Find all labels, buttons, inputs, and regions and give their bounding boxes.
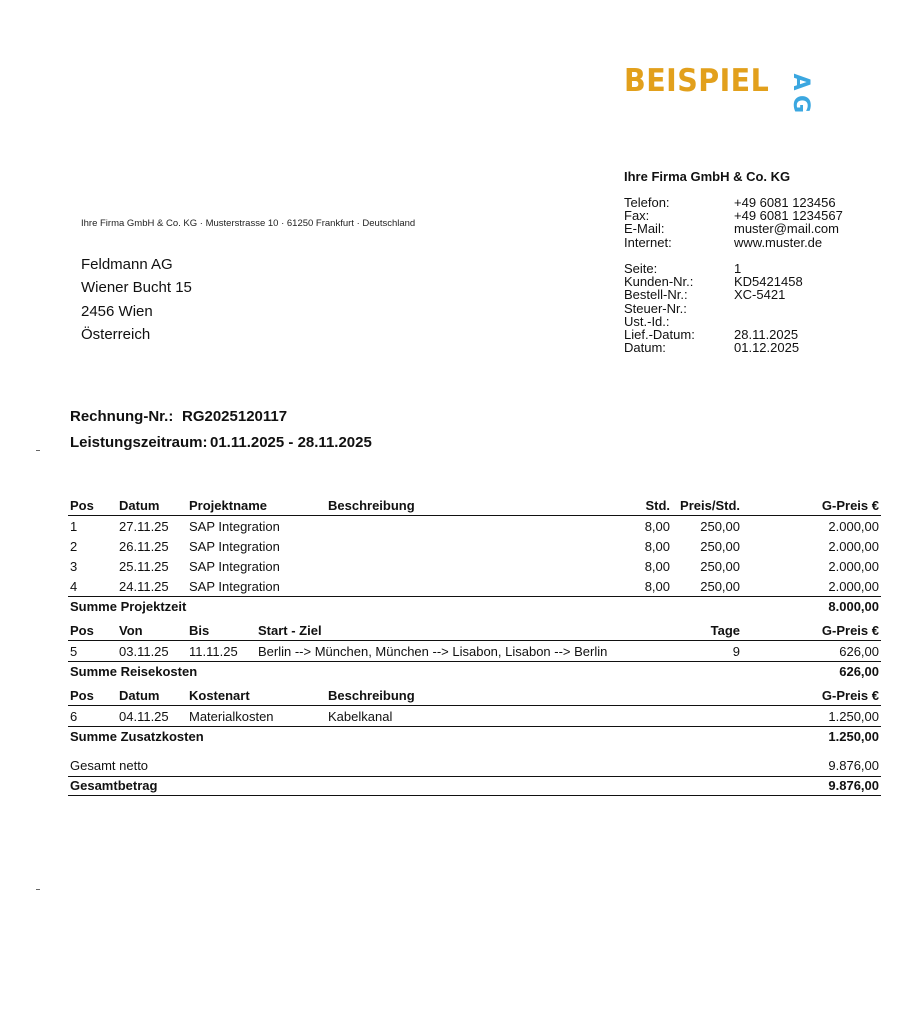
col-bis: Bis <box>189 623 210 638</box>
recipient-country: Österreich <box>81 325 151 343</box>
company-contact <box>624 196 843 249</box>
col-pos: Pos <box>70 498 94 513</box>
fold-mark-top <box>36 450 40 451</box>
contact-row-email: E-Mail: muster@mail.com <box>624 221 839 237</box>
logo-suffix-a: A <box>788 73 813 91</box>
extra-header-row <box>68 687 881 706</box>
col-start-ziel: Start - Ziel <box>258 623 322 638</box>
col-von: Von <box>119 623 143 638</box>
col-kostenart: Kostenart <box>189 688 250 703</box>
table-row: 2 26.11.25 SAP Integration 8,00 250,00 2.000,00 <box>70 539 879 554</box>
extra-sum-value: 1.250,00 <box>828 729 879 744</box>
grand-total-row <box>68 776 881 796</box>
project-sum-row <box>68 596 881 617</box>
recipient-city: 2456 Wien <box>81 302 153 320</box>
col-datum: Datum <box>119 498 160 513</box>
col-beschreibung: Beschreibung <box>328 688 415 703</box>
grand-total-value: 9.876,00 <box>828 778 879 793</box>
recipient-street: Wiener Bucht 15 <box>81 279 192 297</box>
company-name: Ihre Firma GmbH & Co. KG <box>624 169 791 184</box>
service-period-value: 01.11.2025 - 28.11.2025 <box>210 434 372 451</box>
col-projektname: Projektname <box>189 498 268 513</box>
col-gpreis: G-Preis € <box>821 498 879 513</box>
detail-row-customer-no: Kunden-Nr.: KD5421458 <box>624 274 803 290</box>
extra-sum-label: Summe Zusatzkosten <box>70 729 204 744</box>
sender-line: Ihre Firma GmbH & Co. KG · Musterstrasse 10 · 61250 Frankfurt · Deutschland <box>81 218 416 229</box>
table-row: 1 27.11.25 SAP Integration 8,00 250,00 2.000,00 <box>70 519 879 534</box>
table-row: 6 04.11.25 Materialkosten Kabelkanal 1.250,00 <box>70 709 879 724</box>
col-tage: Tage <box>710 623 740 638</box>
extra-sum-row <box>68 726 881 747</box>
detail-row-order-no: Bestell-Nr.: XC-5421 <box>624 287 786 303</box>
col-std: Std. <box>645 498 670 513</box>
col-pos: Pos <box>70 623 94 638</box>
grand-total-label: Gesamtbetrag <box>70 778 158 793</box>
net-total-value: 9.876,00 <box>828 758 879 773</box>
col-gpreis: G-Preis € <box>821 688 879 703</box>
detail-row-date: Datum: 01.12.2025 <box>624 340 800 356</box>
service-period-label: Leistungszeitraum: <box>70 434 208 451</box>
travel-sum-row <box>68 661 881 682</box>
invoice-number-value: RG2025120117 <box>182 408 288 425</box>
travel-sum-value: 626,00 <box>839 664 879 679</box>
recipient-name: Feldmann AG <box>81 256 173 273</box>
travel-header-row <box>68 622 881 641</box>
travel-sum-label: Summe Reisekosten <box>70 664 198 679</box>
fold-mark-bottom <box>36 889 40 890</box>
net-total-label: Gesamt netto <box>70 758 149 773</box>
net-total-row <box>68 756 881 776</box>
contact-row-fax: Fax: +49 6081 1234567 <box>624 208 843 224</box>
contact-row-phone: Telefon: +49 6081 123456 <box>624 195 836 210</box>
detail-row-vat-id: Ust.-Id.: <box>624 313 670 329</box>
project-sum-label: Summe Projektzeit <box>70 599 187 614</box>
logo-text: BEISPIEL <box>624 63 770 99</box>
project-sum-value: 8.000,00 <box>828 599 879 614</box>
invoice-number-label: Rechnung-Nr.: <box>70 408 174 425</box>
company-logo <box>624 64 824 124</box>
detail-row-tax-no: Steuer-Nr.: <box>624 300 687 316</box>
service-period <box>70 434 372 451</box>
col-datum: Datum <box>119 688 160 703</box>
detail-row-delivery-date: Lief.-Datum: 28.11.2025 <box>624 327 799 343</box>
table-row: 3 25.11.25 SAP Integration 8,00 250,00 2.000,00 <box>70 559 879 574</box>
logo-suffix <box>786 64 814 122</box>
table-row: 4 24.11.25 SAP Integration 8,00 250,00 2.000,00 <box>70 579 879 594</box>
detail-row-page: Seite: 1 <box>624 261 742 276</box>
col-gpreis: G-Preis € <box>821 623 879 638</box>
col-pos: Pos <box>70 688 94 703</box>
col-beschreibung: Beschreibung <box>328 498 415 513</box>
contact-row-internet: Internet: www.muster.de <box>624 234 823 250</box>
invoice-details <box>624 262 803 354</box>
logo-suffix-g: G <box>788 94 813 114</box>
project-header-row <box>68 497 881 516</box>
table-row: 5 03.11.25 11.11.25 Berlin --> München, München --> Lisabon, Lisabon --> Berlin 9 626,00 <box>70 644 879 659</box>
col-preis: Preis/Std. <box>680 498 740 513</box>
recipient-address <box>81 253 192 346</box>
invoice-number <box>70 408 287 425</box>
